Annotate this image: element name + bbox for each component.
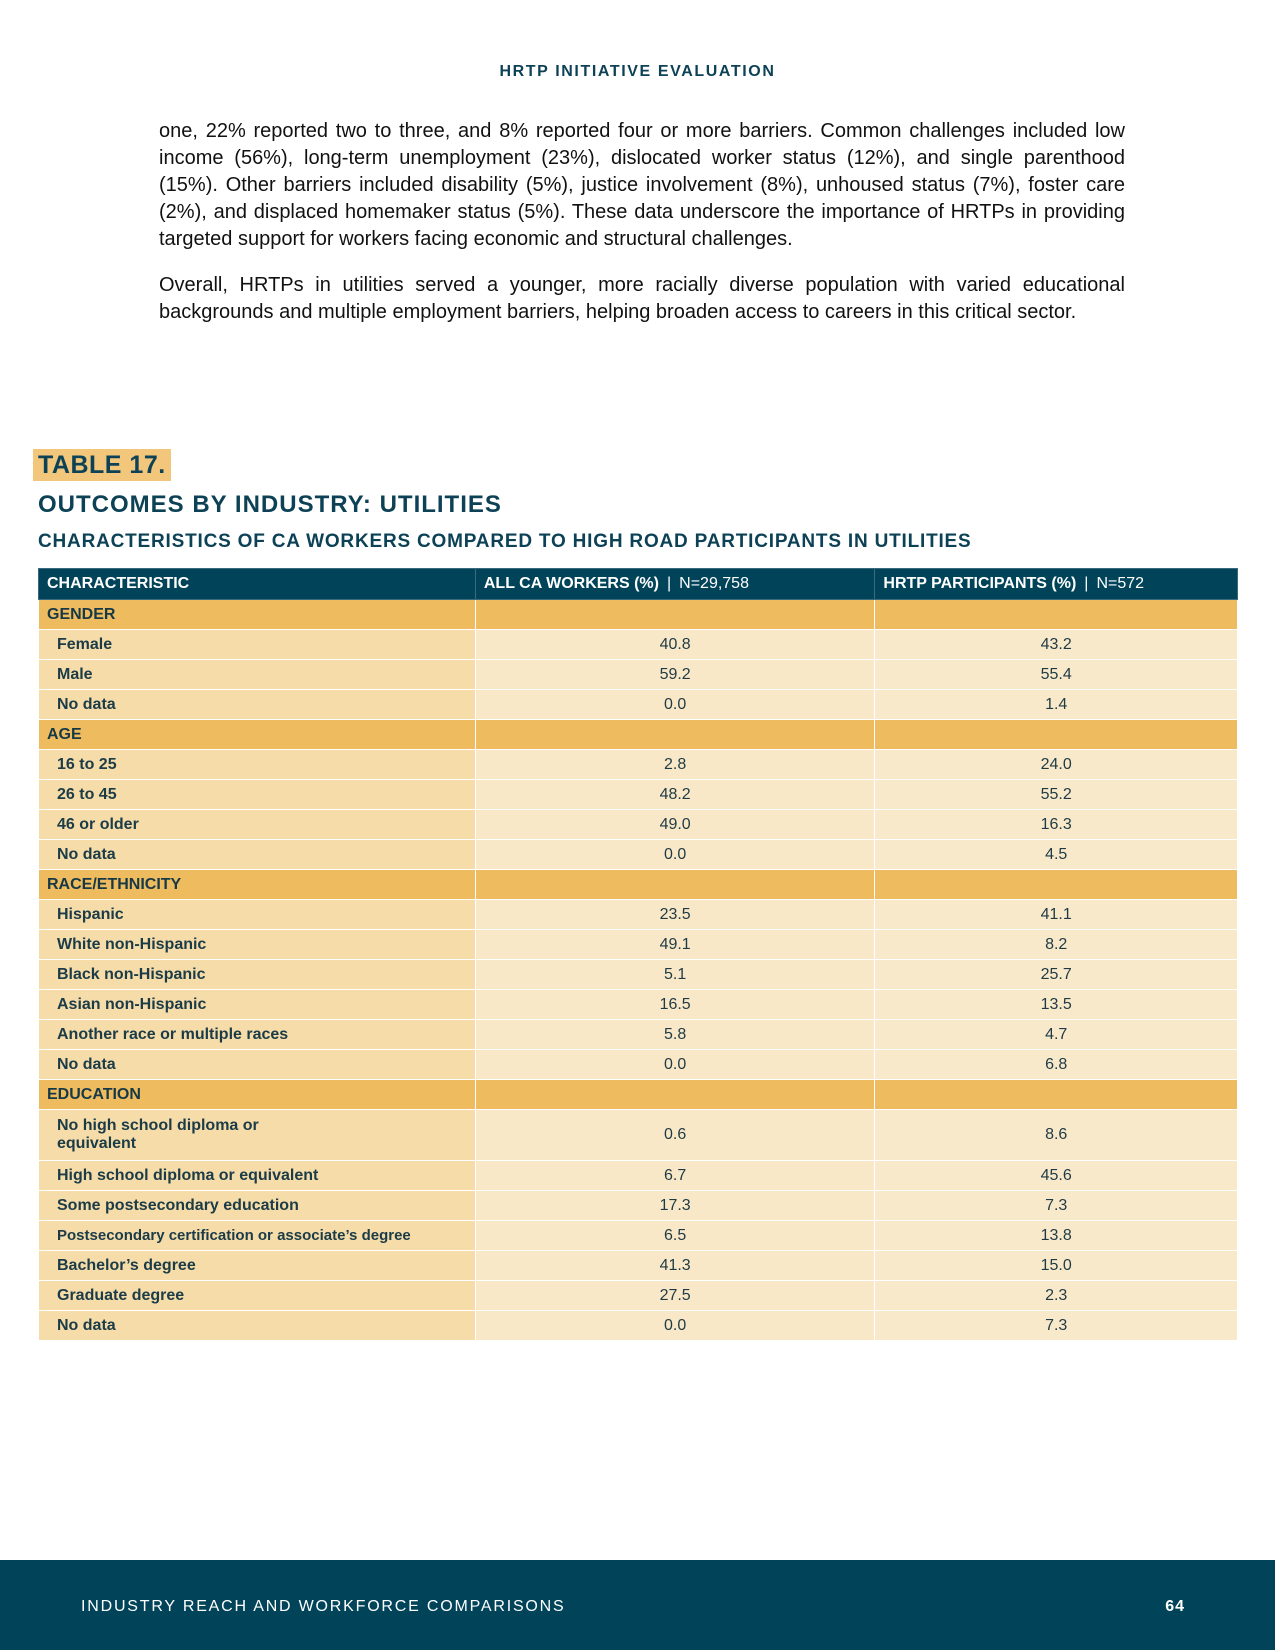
all-workers-value: 0.6 <box>475 1110 875 1161</box>
empty-cell <box>475 600 875 630</box>
column-header-label: ALL CA WORKERS (%) <box>483 575 659 592</box>
hrtp-value: 6.8 <box>875 1050 1238 1080</box>
header-separator: | <box>1084 575 1089 592</box>
hrtp-value: 7.3 <box>875 1311 1238 1341</box>
table-row <box>39 1281 1238 1311</box>
column-header-all-ca-workers <box>475 569 875 600</box>
row-label: Postsecondary certification or associate’s degree <box>39 1221 476 1251</box>
section-label: GENDER <box>39 600 476 630</box>
row-label: No data <box>39 1050 476 1080</box>
hrtp-value: 13.8 <box>875 1221 1238 1251</box>
characteristics-table <box>38 568 1238 1341</box>
table-row <box>39 900 1238 930</box>
section-label: RACE/ETHNICITY <box>39 870 476 900</box>
section-row-education <box>39 1080 1238 1110</box>
all-workers-value: 6.5 <box>475 1221 875 1251</box>
table-title: OUTCOMES BY INDUSTRY: UTILITIES <box>38 491 502 518</box>
empty-cell <box>875 1080 1238 1110</box>
page-number: 64 <box>1165 1598 1185 1615</box>
all-workers-value: 6.7 <box>475 1161 875 1191</box>
all-workers-value: 0.0 <box>475 1311 875 1341</box>
column-header-n: N=29,758 <box>679 575 749 592</box>
hrtp-value: 55.4 <box>875 660 1238 690</box>
table-row <box>39 1191 1238 1221</box>
table-row <box>39 1050 1238 1080</box>
table-row <box>39 960 1238 990</box>
table-row <box>39 750 1238 780</box>
row-label: Black non-Hispanic <box>39 960 476 990</box>
all-workers-value: 49.0 <box>475 810 875 840</box>
column-header-hrtp-participants <box>875 569 1238 600</box>
table-row <box>39 810 1238 840</box>
paragraph: Overall, HRTPs in utilities served a younger, more racially diverse population with varied educational backgrounds and multiple employment barriers, helping broaden access to careers in this critical sector. <box>159 274 1125 323</box>
all-workers-value: 0.0 <box>475 1050 875 1080</box>
hrtp-value: 15.0 <box>875 1251 1238 1281</box>
all-workers-value: 5.1 <box>475 960 875 990</box>
hrtp-value: 7.3 <box>875 1191 1238 1221</box>
section-row-age <box>39 720 1238 750</box>
all-workers-value: 49.1 <box>475 930 875 960</box>
all-workers-value: 5.8 <box>475 1020 875 1050</box>
all-workers-value: 17.3 <box>475 1191 875 1221</box>
hrtp-value: 4.7 <box>875 1020 1238 1050</box>
row-label: Another race or multiple races <box>39 1020 476 1050</box>
table-row <box>39 840 1238 870</box>
row-label: No data <box>39 690 476 720</box>
hrtp-value: 8.6 <box>875 1110 1238 1161</box>
empty-cell <box>475 870 875 900</box>
hrtp-value: 43.2 <box>875 630 1238 660</box>
all-workers-value: 40.8 <box>475 630 875 660</box>
table-row <box>39 1020 1238 1050</box>
body-text <box>159 118 1125 345</box>
table-row <box>39 1311 1238 1341</box>
row-label: No data <box>39 1311 476 1341</box>
row-label: 26 to 45 <box>39 780 476 810</box>
paragraph: one, 22% reported two to three, and 8% reported four or more barriers. Common challenges included low income (56%), long-term unemployment (23%), dislocated worker status (12%), and single parenthood (15%). Other barriers included disability (5%), justice involvement (8%), unhoused status (7%), foster care (2%), and displaced homemaker status (5%). These data underscore the importance of HRTPs in providing targeted support for workers facing economic and structural challenges. <box>159 120 1125 250</box>
empty-cell <box>875 870 1238 900</box>
all-workers-value: 2.8 <box>475 750 875 780</box>
hrtp-value: 16.3 <box>875 810 1238 840</box>
empty-cell <box>875 600 1238 630</box>
hrtp-value: 24.0 <box>875 750 1238 780</box>
empty-cell <box>875 720 1238 750</box>
row-label: No data <box>39 840 476 870</box>
column-header-characteristic <box>39 569 476 600</box>
row-label: 16 to 25 <box>39 750 476 780</box>
running-header: HRTP INITIATIVE EVALUATION <box>499 63 776 80</box>
row-label: Graduate degree <box>39 1281 476 1311</box>
all-workers-value: 16.5 <box>475 990 875 1020</box>
row-label: 46 or older <box>39 810 476 840</box>
all-workers-value: 0.0 <box>475 840 875 870</box>
hrtp-value: 8.2 <box>875 930 1238 960</box>
column-header-label: HRTP PARTICIPANTS (%) <box>883 575 1077 592</box>
hrtp-value: 25.7 <box>875 960 1238 990</box>
hrtp-value: 41.1 <box>875 900 1238 930</box>
table-row <box>39 1221 1238 1251</box>
empty-cell <box>475 720 875 750</box>
footer-section-title: INDUSTRY REACH AND WORKFORCE COMPARISONS <box>81 1598 566 1615</box>
table-subtitle: CHARACTERISTICS OF CA WORKERS COMPARED TO HIGH ROAD PARTICIPANTS IN UTILITIES <box>38 531 972 552</box>
column-header-label: CHARACTERISTIC <box>47 575 190 592</box>
row-label: Asian non-Hispanic <box>39 990 476 1020</box>
row-label: Female <box>39 630 476 660</box>
section-row-gender <box>39 600 1238 630</box>
all-workers-value: 27.5 <box>475 1281 875 1311</box>
hrtp-value: 55.2 <box>875 780 1238 810</box>
table-row <box>39 660 1238 690</box>
row-label: High school diploma or equivalent <box>39 1161 476 1191</box>
table-row <box>39 930 1238 960</box>
table-row <box>39 1110 1238 1161</box>
all-workers-value: 59.2 <box>475 660 875 690</box>
section-row-race-ethnicity <box>39 870 1238 900</box>
row-label: Some postsecondary education <box>39 1191 476 1221</box>
hrtp-value: 13.5 <box>875 990 1238 1020</box>
hrtp-value: 4.5 <box>875 840 1238 870</box>
row-label <box>39 1110 476 1161</box>
row-label: Hispanic <box>39 900 476 930</box>
hrtp-value: 2.3 <box>875 1281 1238 1311</box>
table-row <box>39 690 1238 720</box>
all-workers-value: 41.3 <box>475 1251 875 1281</box>
empty-cell <box>475 1080 875 1110</box>
table-row <box>39 1251 1238 1281</box>
header-separator: | <box>666 575 672 592</box>
section-label: AGE <box>39 720 476 750</box>
section-label: EDUCATION <box>39 1080 476 1110</box>
row-label: White non-Hispanic <box>39 930 476 960</box>
table-number-label: TABLE 17. <box>33 449 171 481</box>
hrtp-value: 45.6 <box>875 1161 1238 1191</box>
hrtp-value: 1.4 <box>875 690 1238 720</box>
all-workers-value: 48.2 <box>475 780 875 810</box>
all-workers-value: 23.5 <box>475 900 875 930</box>
table-row <box>39 1161 1238 1191</box>
row-label: Bachelor’s degree <box>39 1251 476 1281</box>
row-label-wrap: No high school diploma or equivalent <box>57 1117 259 1152</box>
page-footer <box>0 1560 1275 1650</box>
table-header-row <box>39 569 1238 600</box>
column-header-n: N=572 <box>1096 575 1145 592</box>
table-row <box>39 630 1238 660</box>
table-row <box>39 990 1238 1020</box>
row-label: Male <box>39 660 476 690</box>
all-workers-value: 0.0 <box>475 690 875 720</box>
table-row <box>39 780 1238 810</box>
